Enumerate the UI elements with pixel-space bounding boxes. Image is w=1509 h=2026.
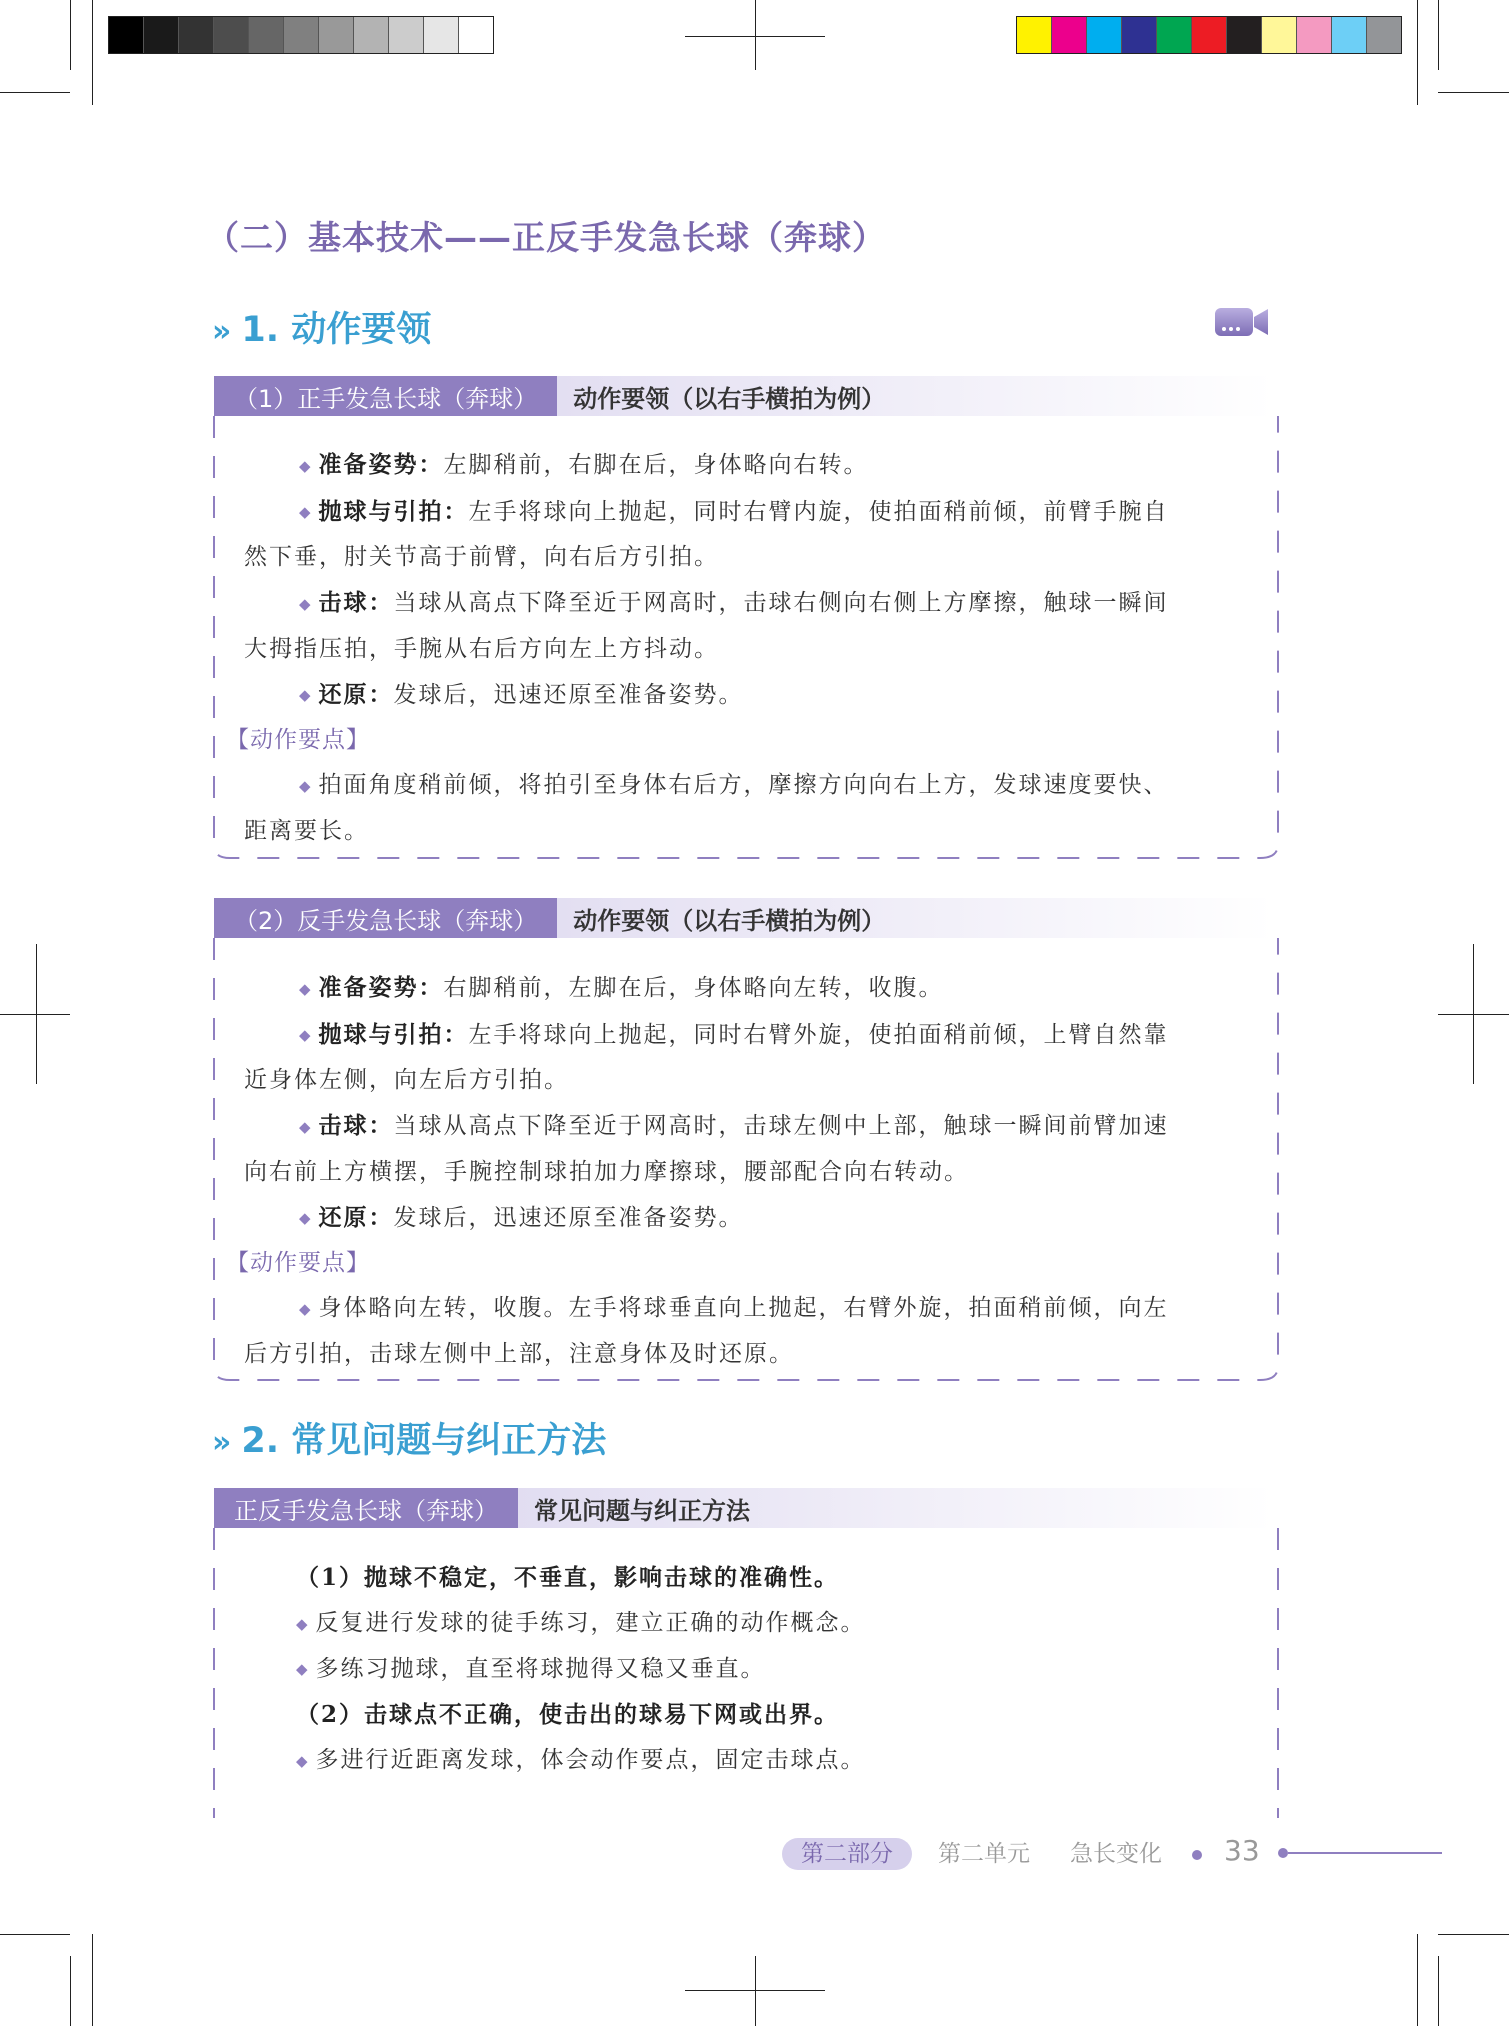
gray-swatch — [179, 17, 214, 53]
gray-swatch — [319, 17, 354, 53]
box2-header — [214, 898, 1274, 938]
box1-subtitle: 动作要领（以右手横拍为例） — [573, 384, 886, 413]
video-camera-icon[interactable] — [1214, 305, 1270, 339]
footer-unit: 第二单元 — [938, 1841, 1030, 1867]
box1-tag: （1）正手发急长球（奔球） — [214, 376, 557, 416]
box2-line-6: ◆ 还原：发球后，迅速还原至准备姿势。 — [299, 1203, 744, 1231]
color-swatch — [1332, 17, 1367, 53]
color-swatch — [1017, 17, 1052, 53]
section-heading-1 — [212, 302, 431, 352]
box1-line-4: ◆ 击球：当球从高点下降至近于网高时，击球右侧向右侧上方摩擦，触球一瞬间 — [299, 589, 1169, 616]
gray-swatch — [354, 17, 389, 53]
box2-subtitle: 动作要领（以右手横拍为例） — [573, 906, 886, 935]
box2-line-2: ◆ 抛球与引拍：左手将球向上抛起，同时右臂外旋，使拍面稍前倾，上臂自然靠 — [299, 1020, 1169, 1048]
footer-dot-icon — [1190, 1848, 1204, 1862]
question-2: （2）击球点不正确，使击出的球易下网或出界。 — [296, 1701, 840, 1728]
box2-line-3: 近身体左侧，向左后方引拍。 — [244, 1067, 569, 1093]
double-chevron-icon: » — [212, 314, 232, 349]
box1-line-6: ◆ 还原：发球后，迅速还原至准备姿势。 — [299, 680, 744, 708]
color-swatch — [1087, 17, 1122, 53]
box1-key-line-1: ◆ 拍面角度稍前倾，将拍引至身体右后方，摩擦方向向右上方，发球速度要快、 — [299, 772, 1169, 798]
color-swatch — [1122, 17, 1157, 53]
box1-line-2: ◆ 抛球与引拍：左手将球向上抛起，同时右臂内旋，使拍面稍前倾，前臂手腕自 — [299, 497, 1169, 525]
color-swatch — [1367, 17, 1401, 53]
box2-body — [226, 965, 1262, 1377]
footer-part-badge: 第二部分 — [782, 1838, 912, 1870]
gray-swatch — [424, 17, 459, 53]
gray-swatch — [459, 17, 493, 53]
box3-tag: 正反手发急长球（奔球） — [214, 1488, 518, 1528]
gray-swatch — [389, 17, 424, 53]
page-number: 33 — [1224, 1834, 1260, 1867]
box1-key-label: 【动作要点】 — [226, 727, 370, 753]
box3-subtitle: 常见问题与纠正方法 — [534, 1496, 750, 1525]
gray-swatch — [214, 17, 249, 53]
gray-swatch — [144, 17, 179, 53]
color-swatch — [1227, 17, 1262, 53]
box2-key-line-1: ◆ 身体略向左转，收腹。左手将球垂直向上抛起，右臂外旋，拍面稍前倾，向左 — [299, 1295, 1169, 1321]
box2-key-label: 【动作要点】 — [226, 1250, 370, 1276]
box2-line-5: 向右前上方横摆，手腕控制球拍加力摩擦球，腰部配合向右转动。 — [244, 1158, 969, 1185]
box1-body — [226, 442, 1262, 854]
box2-key-line-2: 后方引拍，击球左侧中上部，注意身体及时还原。 — [244, 1340, 794, 1367]
question-1-fix-1: ◆ 反复进行发球的徒手练习，建立正确的动作概念。 — [296, 1610, 866, 1636]
double-chevron-icon: » — [212, 1425, 232, 1460]
color-swatch — [1052, 17, 1087, 53]
box1-line-3: 然下垂，肘关节高于前臂，向右后方引拍。 — [244, 544, 719, 570]
box2-line-4: ◆ 击球：当球从高点下降至近于网高时，击球左侧中上部，触球一瞬间前臂加速 — [299, 1112, 1169, 1139]
box1-line-5: 大拇指压拍，手腕从右后方向左上方抖动。 — [244, 635, 719, 662]
gray-swatch — [109, 17, 144, 53]
question-1-fix-2: ◆ 多练习抛球，直至将球抛得又稳又垂直。 — [296, 1655, 766, 1682]
box2-line-1: ◆ 准备姿势：右脚稍前，左脚在后，身体略向左转，收腹。 — [299, 974, 944, 1001]
section-heading-2 — [212, 1413, 606, 1463]
color-swatch — [1262, 17, 1297, 53]
question-2-fix-1: ◆ 多进行近距离发球，体会动作要点，固定击球点。 — [296, 1747, 866, 1773]
section-heading-1-text: 1. 动作要领 — [241, 310, 432, 350]
gray-swatch — [284, 17, 319, 53]
color-swatch — [1192, 17, 1227, 53]
footer-chapter: 急长变化 — [1070, 1841, 1162, 1867]
box1-header — [214, 376, 1274, 416]
color-calibration-strip — [1016, 16, 1402, 54]
box3-header — [214, 1488, 1274, 1528]
page-title: （二）基本技术——正反手发急长球（奔球） — [206, 218, 886, 257]
box3-body — [296, 1555, 1256, 1784]
section-heading-2-text: 2. 常见问题与纠正方法 — [241, 1421, 607, 1461]
gray-swatch — [249, 17, 284, 53]
question-1: （1）抛球不稳定，不垂直，影响击球的准确性。 — [296, 1564, 840, 1591]
box1-key-line-2: 距离要长。 — [244, 817, 369, 844]
box1-line-1: ◆ 准备姿势：左脚稍前，右脚在后，身体略向右转。 — [299, 451, 869, 478]
grayscale-calibration-strip — [108, 16, 494, 54]
color-swatch — [1157, 17, 1192, 53]
footer-rule — [1276, 1846, 1442, 1860]
box2-tag: （2）反手发急长球（奔球） — [214, 898, 557, 938]
color-swatch — [1297, 17, 1332, 53]
